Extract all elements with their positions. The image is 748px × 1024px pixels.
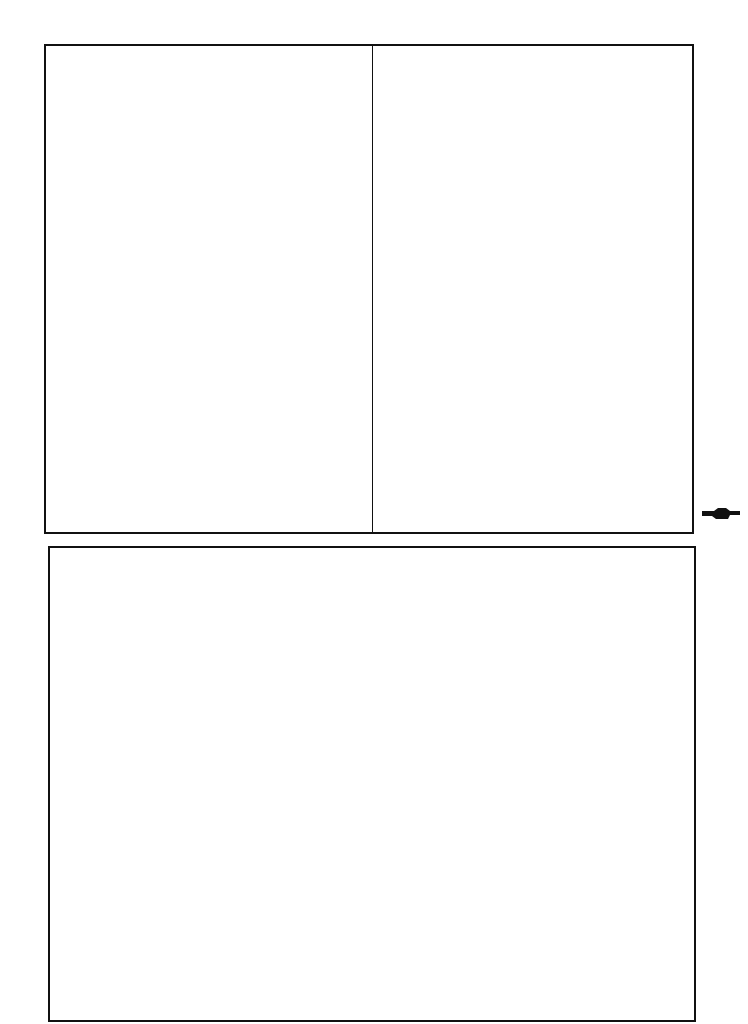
column-divider — [372, 46, 373, 532]
pointing-hand-icon — [700, 507, 742, 521]
article-text-frame — [44, 44, 694, 534]
publisher-advertisement — [48, 546, 696, 1022]
